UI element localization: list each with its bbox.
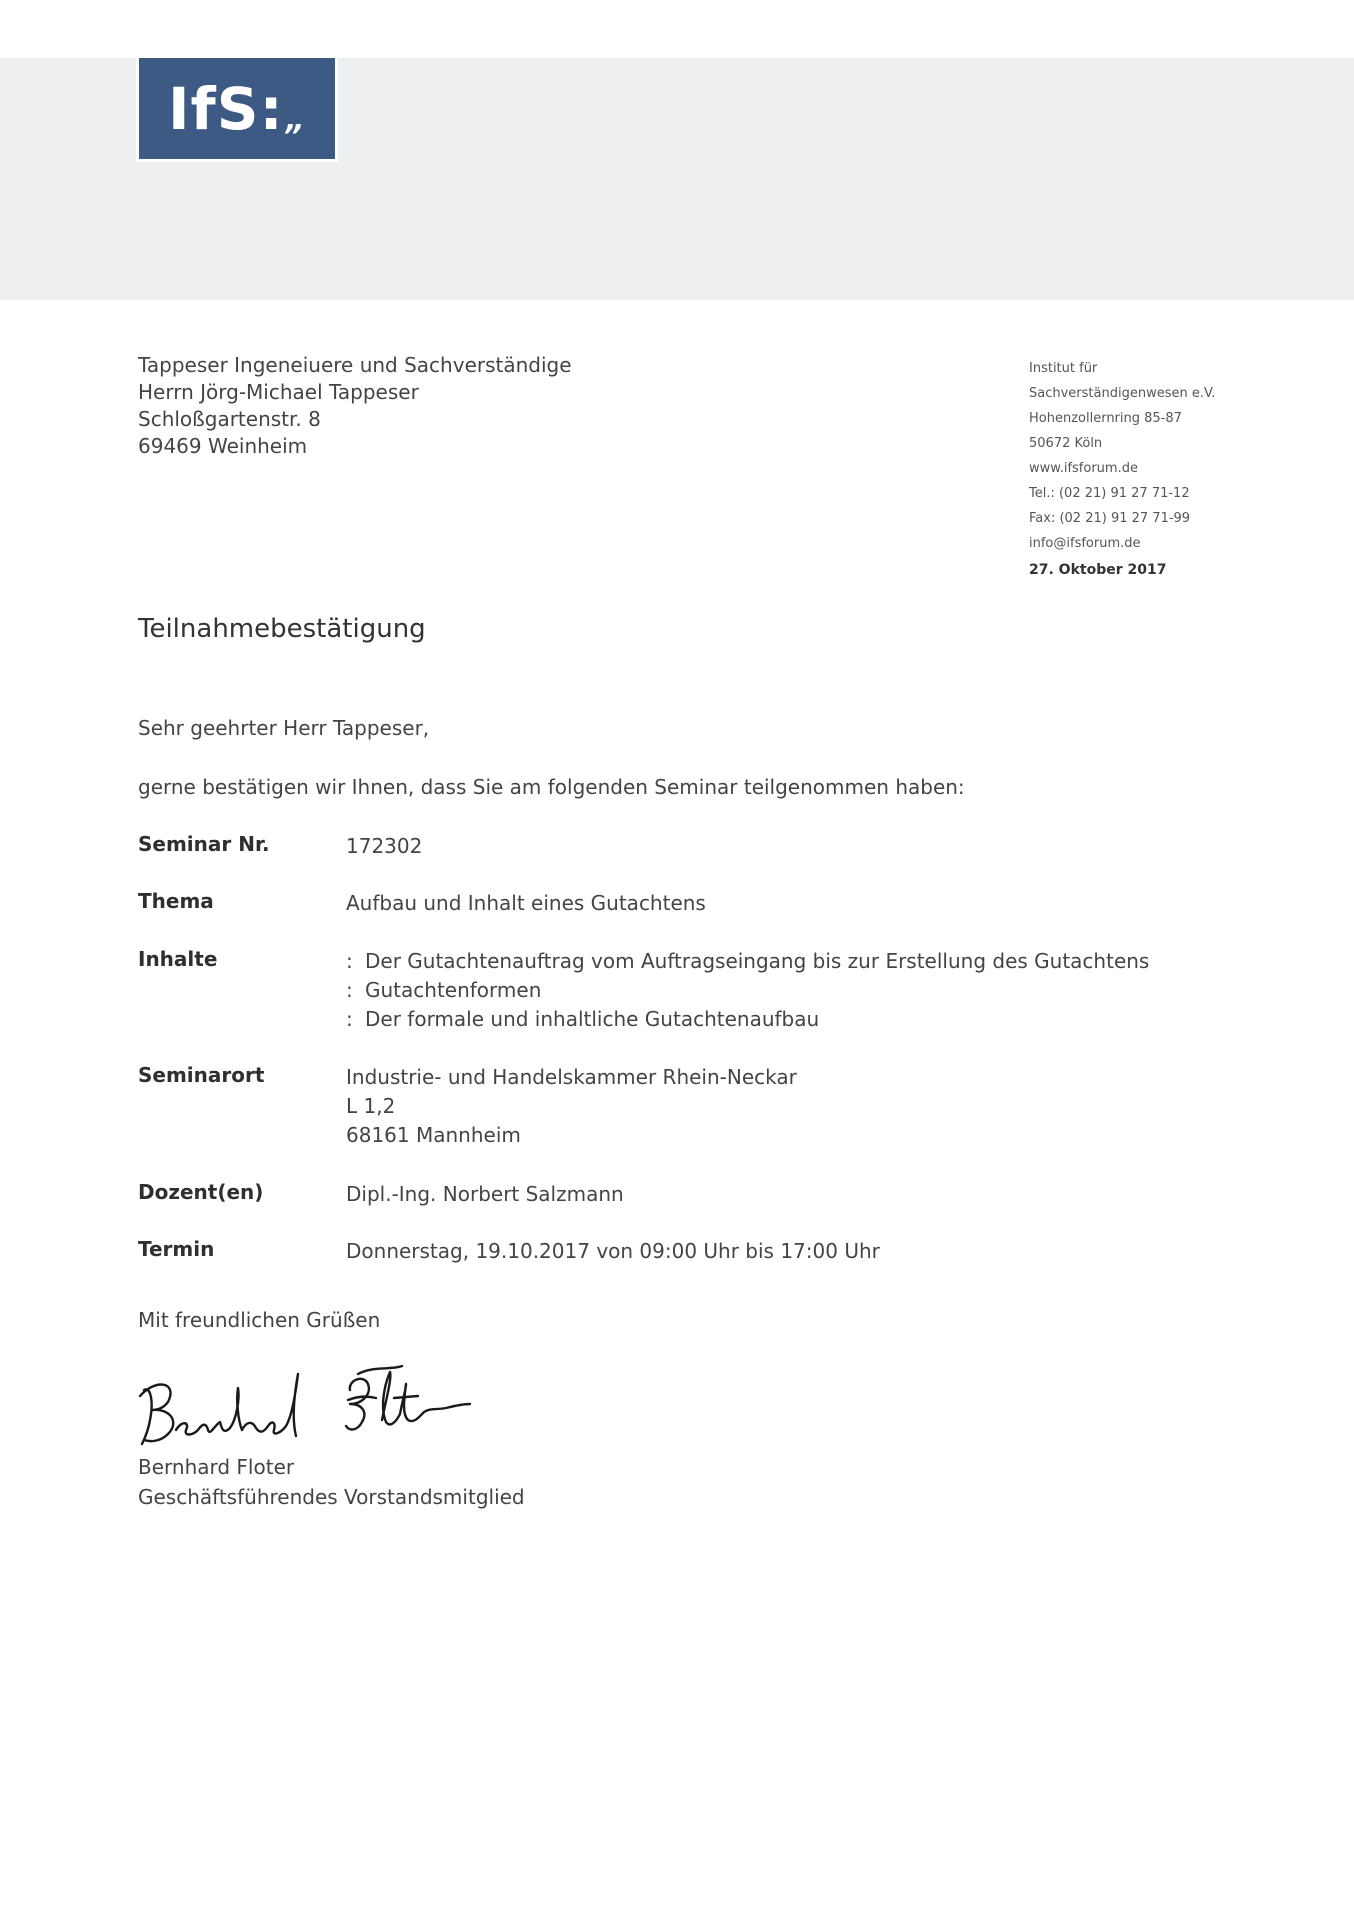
detail-value: Dipl.-Ing. Norbert Salzmann — [346, 1182, 624, 1206]
signer-name: Bernhard Floter — [138, 1455, 295, 1479]
recipient-line: Herrn Jörg-Michael Tappeser — [138, 380, 419, 404]
logo-colon: : — [259, 74, 284, 143]
logo-tick: „ — [285, 103, 307, 138]
detail-value: Aufbau und Inhalt eines Gutachtens — [346, 891, 706, 915]
ifs-logo — [136, 55, 338, 162]
signer-block — [138, 1452, 525, 1512]
list-item — [346, 1005, 1149, 1034]
recipient-line: Tappeser Ingeneiuere und Sachverständige — [138, 353, 572, 377]
recipient-line: 69469 Weinheim — [138, 434, 308, 458]
sender-line: Sachverständigenwesen e.V. — [1029, 386, 1216, 401]
intro-text: gerne bestätigen wir Ihnen, dass Sie am folgenden Seminar teilgenommen haben: — [138, 775, 965, 799]
sender-line: Institut für — [1029, 361, 1098, 376]
list-marker: : — [346, 949, 353, 973]
address-line: Industrie- und Handelskammer Rhein-Neckar — [346, 1065, 797, 1089]
detail-label: Dozent(en) — [138, 1180, 264, 1204]
sender-fax: Fax: (02 21) 91 27 71-99 — [1029, 511, 1191, 526]
list-item-text: Der Gutachtenauftrag vom Auftragseingang bis zur Erstellung des Gutachtens — [365, 949, 1150, 973]
logo-text: IfS — [167, 74, 260, 143]
recipient-line: Schloßgartenstr. 8 — [138, 407, 321, 431]
detail-value: 172302 — [346, 834, 423, 858]
list-item-text: Gutachtenformen — [365, 978, 542, 1002]
detail-value-address — [346, 1063, 797, 1150]
sender-line: Hohenzollernring 85-87 — [1029, 411, 1182, 426]
sender-line: 50672 Köln — [1029, 436, 1103, 451]
list-marker: : — [346, 978, 353, 1002]
handwritten-signature — [136, 1360, 476, 1454]
detail-label: Seminar Nr. — [138, 832, 270, 856]
letter-date: 27. Oktober 2017 — [1029, 562, 1167, 578]
document-title: Teilnahmebestätigung — [138, 614, 426, 644]
signature-icon — [136, 1360, 476, 1450]
recipient-address — [138, 352, 572, 460]
sender-block — [1029, 356, 1215, 583]
address-line: 68161 Mannheim — [346, 1123, 521, 1147]
address-line: L 1,2 — [346, 1094, 396, 1118]
detail-label: Inhalte — [138, 947, 218, 971]
sender-email: info@ifsforum.de — [1029, 536, 1141, 551]
list-item — [346, 976, 1149, 1005]
salutation: Sehr geehrter Herr Tappeser, — [138, 716, 430, 740]
detail-label: Termin — [138, 1237, 215, 1261]
list-item-text: Der formale und inhaltliche Gutachtenaufbau — [365, 1007, 820, 1031]
list-marker: : — [346, 1007, 353, 1031]
detail-value-list — [346, 947, 1149, 1034]
detail-value: Donnerstag, 19.10.2017 von 09:00 Uhr bis 17:00 Uhr — [346, 1239, 880, 1263]
sender-website: www.ifsforum.de — [1029, 461, 1138, 476]
detail-label: Seminarort — [138, 1063, 265, 1087]
signer-role: Geschäftsführendes Vorstandsmitglied — [138, 1485, 525, 1509]
detail-label: Thema — [138, 889, 214, 913]
list-item — [346, 947, 1149, 976]
sender-phone: Tel.: (02 21) 91 27 71-12 — [1029, 486, 1190, 501]
closing-text: Mit freundlichen Grüßen — [138, 1308, 381, 1332]
